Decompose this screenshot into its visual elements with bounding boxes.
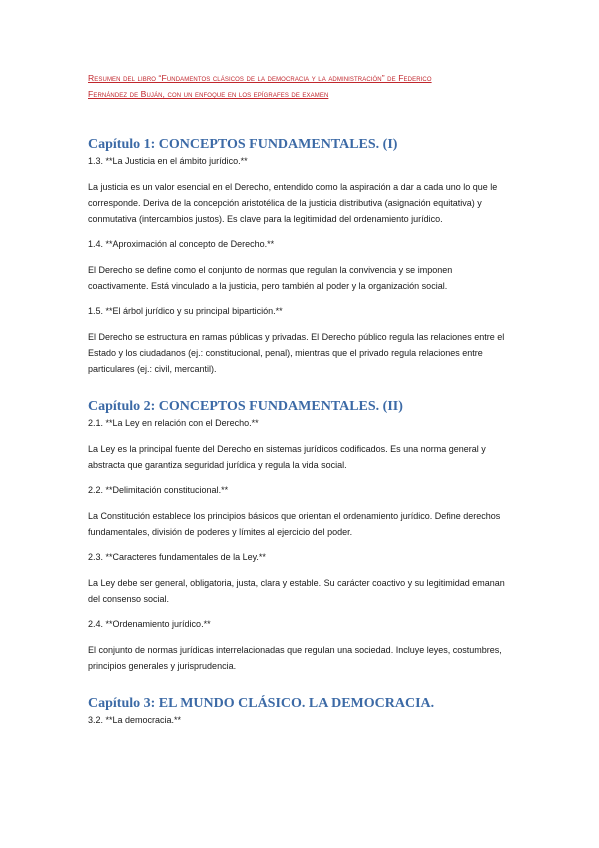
- chapter-2: [88, 399, 511, 674]
- chapter-1: [88, 137, 511, 377]
- section-heading: 2.3. **Caracteres fundamentales de la Ley.**: [88, 552, 266, 562]
- document-title-line-2: Fernández de Buján, con un enfoque en los epígrafes de examen: [88, 89, 329, 99]
- section-paragraph: El Derecho se define como el conjunto de normas que regulan la convivencia y se imponen coactivamente. Está vinculado a la justicia, pero también al poder y la organización social.: [88, 265, 453, 291]
- chapter-title: Capítulo 2: CONCEPTOS FUNDAMENTALES. (II): [88, 399, 403, 414]
- section-paragraph: La Ley es la principal fuente del Derecho en sistemas jurídicos codificados. Es una norma general y abstracta que garantiza seguridad jurídica y regula la vida social.: [88, 444, 486, 470]
- chapter-title: Capítulo 1: CONCEPTOS FUNDAMENTALES. (I): [88, 137, 398, 152]
- section-heading: 2.4. **Ordenamiento jurídico.**: [88, 619, 211, 629]
- section-heading: 2.1. **La Ley en relación con el Derecho.**: [88, 418, 259, 428]
- section-heading: 1.5. **El árbol jurídico y su principal bipartición.**: [88, 306, 283, 316]
- document-title: [88, 70, 511, 102]
- section-paragraph: La Constitución establece los principios básicos que orientan el ordenamiento jurídico. Define derechos fundamentales, división de poderes y límites al ejercicio del poder.: [88, 511, 501, 537]
- section-heading: 3.2. **La democracia.**: [88, 715, 182, 725]
- section-heading: 1.3. **La Justicia en el ámbito jurídico.**: [88, 156, 248, 166]
- chapter-title: Capítulo 3: EL MUNDO CLÁSICO. LA DEMOCRACIA.: [88, 696, 435, 711]
- section-paragraph: La justicia es un valor esencial en el Derecho, entendido como la aspiración a dar a cada uno lo que le corresponde. Deriva de la concepción aristotélica de la justicia distributiva (asignación equitativa) y conmutativa (intercambios justos). Es clave para la legitimidad del ordenamiento jurídico.: [88, 182, 498, 224]
- section-paragraph: El Derecho se estructura en ramas públicas y privadas. El Derecho público regula las relaciones entre el Estado y los ciudadanos (ej.: constitucional, penal), mientras que el privado regula relaciones entre particulares (ej.: civil, mercantil).: [88, 332, 505, 374]
- section-paragraph: El conjunto de normas jurídicas interrelacionadas que regulan una sociedad. Incluye leyes, costumbres, principios generales y jurisprudencia.: [88, 645, 502, 671]
- document-title-line-1: Resumen del libro “Fundamentos clásicos de la democracia y la administración” de Federico: [88, 73, 432, 83]
- section-heading: 2.2. **Delimitación constitucional.**: [88, 485, 229, 495]
- chapter-3: [88, 696, 511, 727]
- section-paragraph: La Ley debe ser general, obligatoria, justa, clara y estable. Su carácter coactivo y su legitimidad emanan del consenso social.: [88, 578, 505, 604]
- section-heading: 1.4. **Aproximación al concepto de Derecho.**: [88, 239, 275, 249]
